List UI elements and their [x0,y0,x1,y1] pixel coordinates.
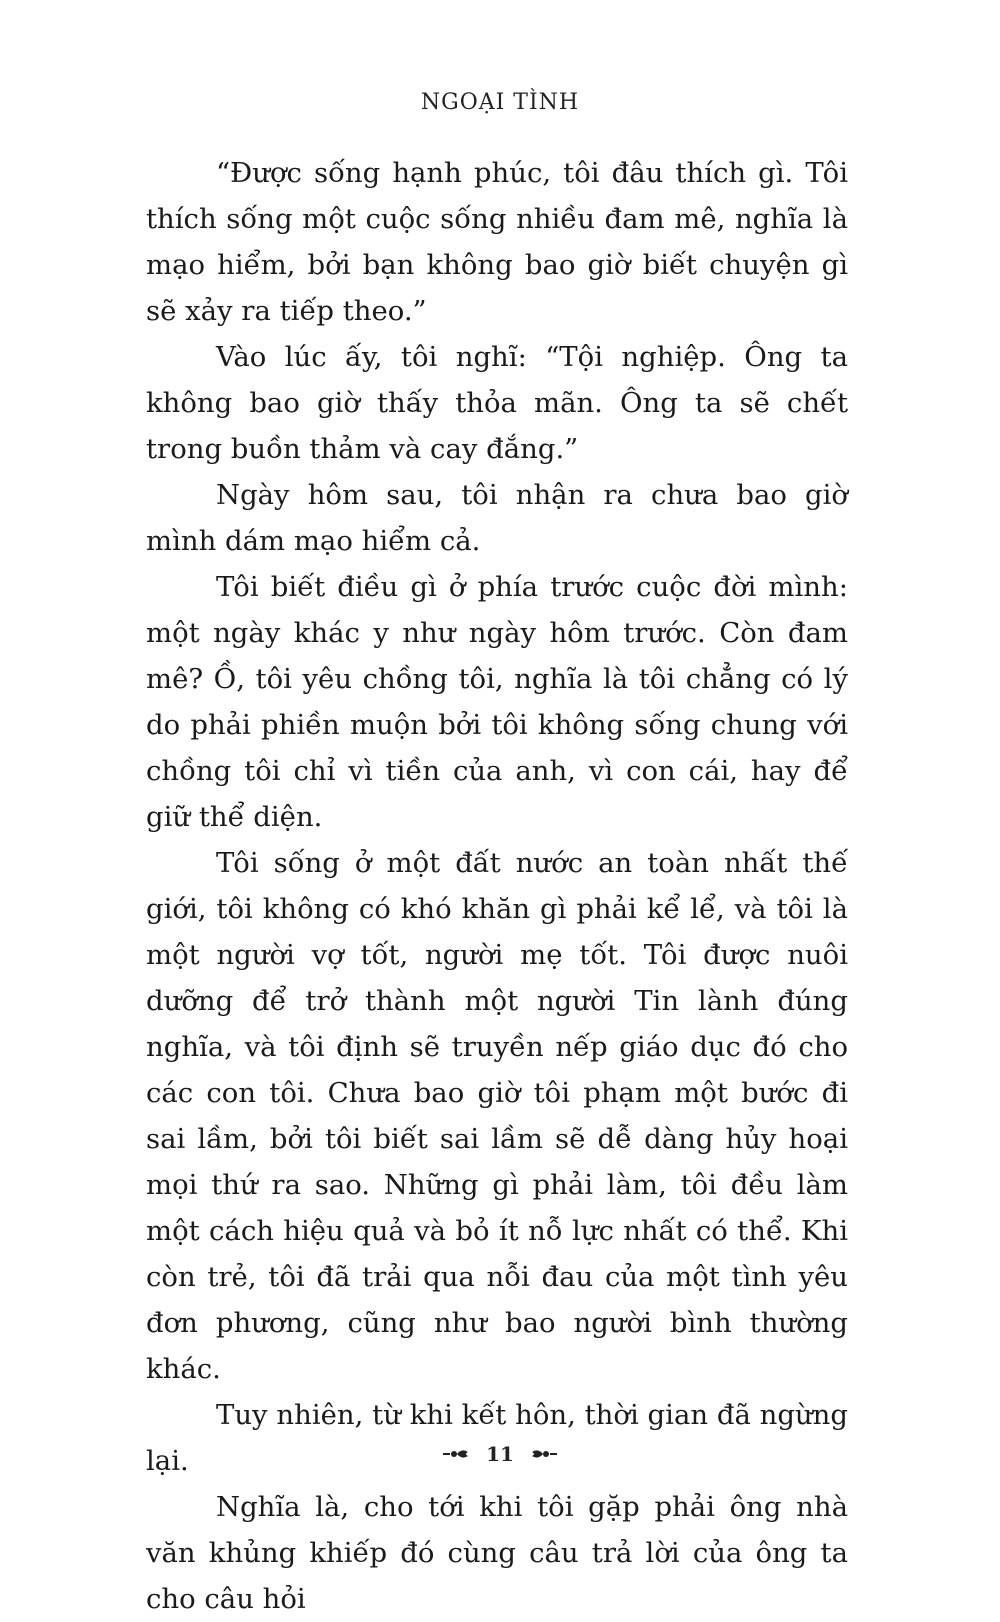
paragraph: “Được sống hạnh phúc, tôi đâu thích gì. Tôi thích sống một cuộc sống nhiều đam mê, nghĩa là mạo hiểm, bởi bạn không bao giờ biết chuyện gì sẽ xảy ra tiếp theo.” [146,157,848,327]
body-text [146,150,848,1622]
paragraph: Tuy nhiên, từ khi kết hôn, thời gian đã ngừng lại. [146,1399,848,1477]
right-ornament-icon [528,1447,558,1461]
running-head: NGOẠI TÌNH [420,90,580,115]
left-ornament-icon [442,1447,472,1461]
paragraph: Ngày hôm sau, tôi nhận ra chưa bao giờ mình dám mạo hiểm cả. [146,479,848,557]
page-number: 11 [486,1441,514,1466]
paragraph: Nghĩa là, cho tới khi tôi gặp phải ông nhà văn khủng khiếp đó cùng câu trả lời của ông ta cho câu hỏi [146,1491,848,1615]
page-footer [0,1440,1000,1466]
paragraph: Tôi sống ở một đất nước an toàn nhất thế giới, tôi không có khó khăn gì phải kể lể, và tôi là một người vợ tốt, người mẹ tốt. Tôi được nuôi dưỡng để trở thành một người Tin lành đúng nghĩa, và tôi định sẽ truyền nếp giáo dục đó cho các con tôi. Chưa bao giờ tôi phạm một bước đi sai lầm, bởi tôi biết sai lầm sẽ dễ dàng hủy hoại mọi thứ ra sao. Những gì phải làm, tôi đều làm một cách hiệu quả và bỏ ít nỗ lực nhất có thể. Khi còn trẻ, tôi đã trải qua nỗi đau của một tình yêu đơn phương, cũng như bao người bình thường khác. [146,847,848,1385]
paragraph: Tôi biết điều gì ở phía trước cuộc đời mình: một ngày khác y như ngày hôm trước. Còn đam mê? Ồ, tôi yêu chồng tôi, nghĩa là tôi chẳng có lý do phải phiền muộn bởi tôi không sống chung với chồng tôi chỉ vì tiền của anh, vì con cái, hay để giữ thể diện. [146,571,848,833]
paragraph: Vào lúc ấy, tôi nghĩ: “Tội nghiệp. Ông ta không bao giờ thấy thỏa mãn. Ông ta sẽ chết trong buồn thảm và cay đắng.” [146,341,848,465]
